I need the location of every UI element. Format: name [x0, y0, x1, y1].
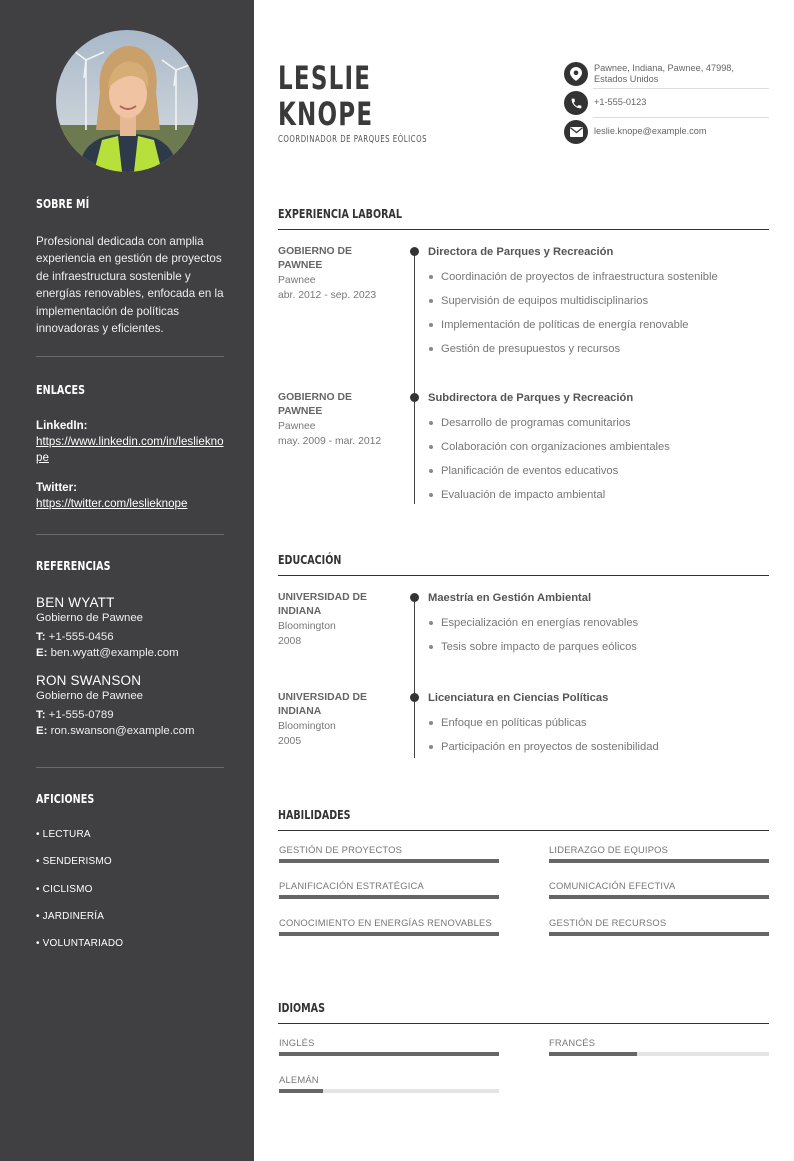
entry-bullet: Implementación de políticas de energía renovable — [428, 313, 769, 337]
language-bar-fill — [279, 1052, 499, 1056]
skill-item — [279, 917, 499, 936]
reference-name: RON SWANSON — [36, 673, 142, 688]
skill-label: COMUNICACIÓN EFECTIVA — [549, 880, 676, 891]
address-text: Pawnee, Indiana, Pawnee, 47998, Estados Unidos — [594, 62, 734, 84]
entry-bullet: Tesis sobre impacto de parques eólicos — [428, 635, 769, 659]
email-label: E: — [36, 725, 48, 737]
education-entry — [278, 691, 769, 761]
skill-bar-fill — [549, 895, 769, 899]
skill-item — [549, 917, 769, 936]
entry-role: Directora de Parques y Recreación — [428, 246, 614, 258]
envelope-icon — [564, 120, 588, 144]
hobbies-title: AFICIONES — [36, 791, 95, 806]
reference-email: ron.swanson@example.com — [50, 725, 195, 737]
reference-phone: +1-555-0789 — [48, 709, 114, 721]
about-text: Profesional dedicada con amplia experiencia en gestión de proyectos de infraestructura sostenible y energías renovables, enfocada en la implementación de políticas innovadoras y eficientes. — [36, 235, 224, 336]
entry-date: 2005 — [278, 736, 302, 747]
entry-role: Licenciatura en Ciencias Políticas — [428, 692, 609, 704]
linkedin-link[interactable]: https://www.linkedin.com/in/leslieknope — [36, 435, 224, 464]
reference-email: ben.wyatt@example.com — [50, 647, 179, 659]
phone-text: +1-555-0123 — [594, 97, 647, 108]
entry-org: UNIVERSIDAD DE INDIANA — [278, 592, 367, 617]
skill-item — [279, 844, 499, 863]
references-section — [36, 558, 224, 739]
divider — [36, 767, 224, 768]
timeline-dot — [410, 693, 419, 702]
divider — [36, 356, 224, 357]
contact-email — [564, 120, 769, 144]
skill-bar-track — [279, 859, 499, 863]
skill-label: LIDERAZGO DE EQUIPOS — [549, 844, 669, 855]
divider — [36, 534, 224, 535]
links-title: ENLACES — [36, 382, 86, 397]
job-title: COORDINADOR DE PARQUES EÓLICOS — [278, 134, 428, 145]
contact-phone — [564, 91, 769, 115]
language-bar-track — [279, 1052, 499, 1056]
entry-bullet: Enfoque en políticas públicas — [428, 711, 769, 735]
entry-date: may. 2009 - mar. 2012 — [278, 436, 382, 447]
language-label: FRANCÉS — [549, 1037, 596, 1048]
skill-bar-track — [279, 932, 499, 936]
entry-place: Bloomington — [278, 721, 336, 732]
linkedin-label: LinkedIn: — [36, 419, 88, 432]
hobby-item: • SENDERISMO — [36, 856, 112, 868]
language-item — [549, 1037, 769, 1056]
timeline-dot — [410, 593, 419, 602]
reference-item — [36, 673, 224, 739]
entry-date: 2008 — [278, 636, 302, 647]
reference-name: BEN WYATT — [36, 595, 115, 610]
reference-item — [36, 595, 224, 661]
entry-bullet: Gestión de presupuestos y recursos — [428, 337, 769, 361]
entry-bullet: Evaluación de impacto ambiental — [428, 483, 769, 507]
entry-bullet: Supervisión de equipos multidisciplinarios — [428, 289, 769, 313]
email-label: E: — [36, 647, 48, 659]
experience-entry — [278, 391, 769, 506]
email-text[interactable]: leslie.knope@example.com — [594, 126, 707, 137]
skill-bar-fill — [279, 895, 499, 899]
first-name: LESLIE — [278, 59, 372, 97]
entry-bullet: Especialización en energías renovables — [428, 611, 769, 635]
skill-label: PLANIFICACIÓN ESTRATÉGICA — [279, 880, 424, 891]
location-pin-icon — [564, 62, 588, 86]
entry-place: Pawnee — [278, 275, 316, 286]
language-label: ALEMÁN — [279, 1074, 319, 1085]
hobby-item: • VOLUNTARIADO — [36, 938, 124, 950]
full-name — [278, 60, 373, 132]
reference-org: Gobierno de Pawnee — [36, 690, 144, 702]
entry-bullet: Coordinación de proyectos de infraestructura sostenible — [428, 265, 769, 289]
skill-label: GESTIÓN DE RECURSOS — [549, 917, 667, 928]
twitter-label: Twitter: — [36, 481, 78, 494]
skill-bar-track — [279, 895, 499, 899]
hobby-item: • JARDINERÍA — [36, 910, 105, 922]
entry-org: GOBIERNO DE PAWNEE — [278, 392, 352, 417]
skill-bar-track — [549, 859, 769, 863]
skill-item — [549, 844, 769, 863]
skill-item — [549, 880, 769, 899]
phone-label: T: — [36, 631, 46, 643]
language-item — [279, 1074, 499, 1093]
entry-org: UNIVERSIDAD DE INDIANA — [278, 692, 367, 717]
language-label: INGLÉS — [279, 1037, 315, 1048]
entry-org: GOBIERNO DE PAWNEE — [278, 246, 352, 271]
hobby-item: • LECTURA — [36, 829, 91, 840]
skill-bar-track — [549, 895, 769, 899]
divider — [593, 88, 769, 89]
skill-bar-fill — [279, 932, 499, 936]
experience-title: EXPERIENCIA LABORAL — [278, 205, 769, 230]
contact-address — [564, 62, 769, 86]
entry-bullet: Colaboración con organizaciones ambientales — [428, 435, 769, 459]
entry-bullet: Planificación de eventos educativos — [428, 459, 769, 483]
education-title: EDUCACIÓN — [278, 551, 769, 576]
divider — [593, 117, 769, 118]
entry-role: Maestría en Gestión Ambiental — [428, 592, 592, 604]
timeline-dot — [410, 393, 419, 402]
language-bar-track — [279, 1089, 499, 1093]
last-name: KNOPE — [278, 95, 374, 133]
sidebar — [0, 0, 254, 1161]
skill-item — [279, 880, 499, 899]
entry-role: Subdirectora de Parques y Recreación — [428, 392, 634, 404]
phone-icon — [564, 91, 588, 115]
hobby-item: • CICLISMO — [36, 883, 93, 895]
entry-date: abr. 2012 - sep. 2023 — [278, 290, 377, 301]
skill-bar-fill — [549, 932, 769, 936]
about-title: SOBRE MÍ — [36, 196, 90, 211]
skill-label: GESTIÓN DE PROYECTOS — [279, 844, 403, 855]
languages-title: IDIOMAS — [278, 999, 769, 1024]
language-item — [279, 1037, 499, 1056]
language-bar-fill — [549, 1052, 637, 1056]
skill-bar-fill — [549, 859, 769, 863]
timeline-dot — [410, 247, 419, 256]
reference-org: Gobierno de Pawnee — [36, 612, 144, 624]
twitter-link[interactable]: https://twitter.com/leslieknope — [36, 497, 188, 510]
skill-label: CONOCIMIENTO EN ENERGÍAS RENOVABLES — [279, 917, 492, 928]
entry-place: Pawnee — [278, 421, 316, 432]
skills-title: HABILIDADES — [278, 806, 769, 831]
entry-bullet: Participación en proyectos de sostenibilidad — [428, 735, 769, 759]
skill-bar-fill — [279, 859, 499, 863]
language-bar-track — [549, 1052, 769, 1056]
hobbies-section — [36, 791, 224, 965]
links-section — [36, 382, 224, 512]
about-section — [36, 196, 224, 337]
entry-bullet: Desarrollo de programas comunitarios — [428, 411, 769, 435]
skill-bar-track — [549, 932, 769, 936]
references-title: REFERENCIAS — [36, 558, 111, 573]
entry-place: Bloomington — [278, 621, 336, 632]
profile-photo — [56, 30, 198, 172]
language-bar-fill — [279, 1089, 323, 1093]
phone-label: T: — [36, 709, 46, 721]
reference-phone: +1-555-0456 — [48, 631, 114, 643]
